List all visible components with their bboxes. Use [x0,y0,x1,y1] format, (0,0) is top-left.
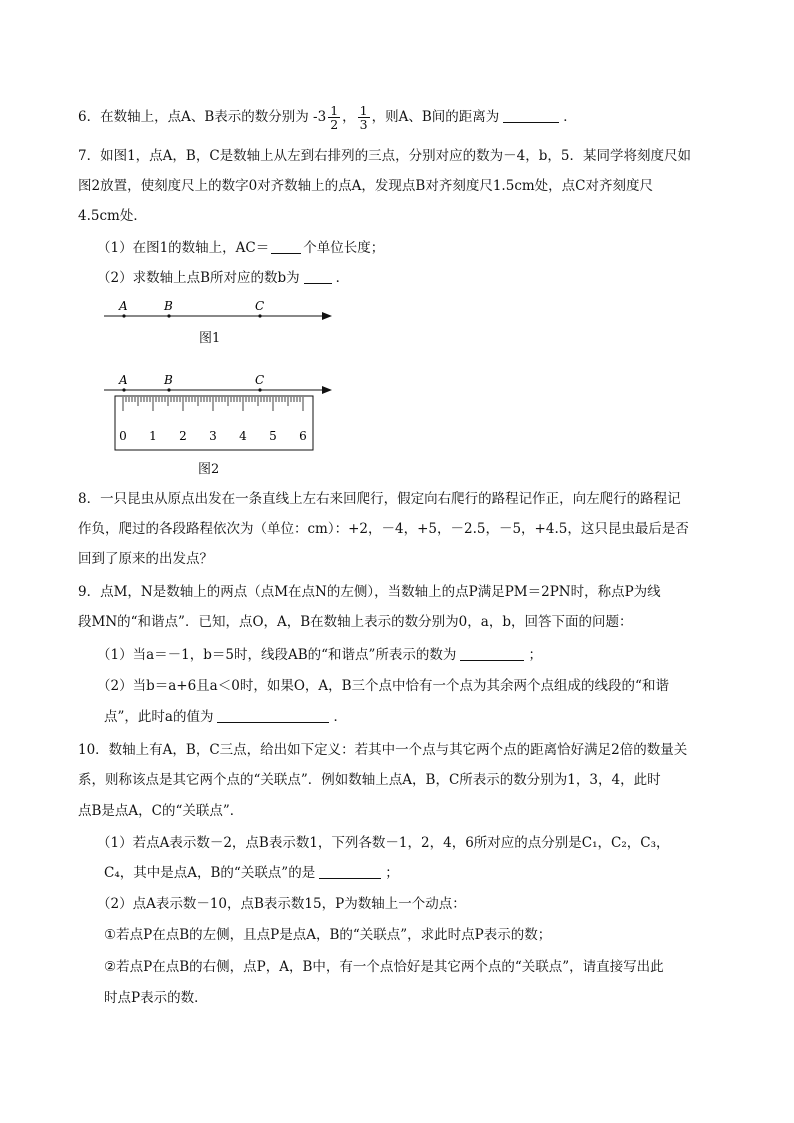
q10-case2-line-2: 时点P表示的数． [104,990,208,1006]
q10-line-3: 点B是点A，C的“关联点”． [78,803,244,819]
q7-sub1-text-end: 个单位长度； [303,240,385,256]
fig1-point-a [122,314,125,317]
fig2-point-a [122,388,125,391]
q7-sub1-text: （1）在图1的数轴上，AC＝ [97,240,270,256]
q10-case2-text: 若点P在点B的右侧，点P，A，B中，有一个点恰好是其它两个点的“关联点”，请直接写出此 [116,959,664,975]
q10-sub2: （2）点A表示数－10，点B表示数15，P为数轴上一个动点： [97,896,466,912]
q10-sub1-line-1: （1）若点A表示数－2，点B表示数1，下列各数－1，2，4，6所对应的点分别是C₁，C₂，C₃， [97,835,670,851]
fig1-arrow [322,312,332,320]
q7-sub2-blank[interactable] [304,269,332,284]
q9-sub1-text: （1）当a＝－1，b＝5时，线段AB的“和谐点”所表示的数为 [97,647,457,663]
q9-sub2-line-1: （2）当b＝a+6且a＜0时，如果O，A，B三个点中恰有一个点为其余两个点组成的线段的“和谐 [97,678,669,694]
ruler-number-2: 2 [179,429,187,443]
q10-sub1-text: C₄，其中是点A，B的“关联点”的是 [104,865,316,881]
ruler-number-6: 6 [299,429,307,443]
q7-sub2 [97,268,349,288]
q6-end: ． [563,109,577,125]
q6-answer-blank[interactable] [503,108,559,123]
q9-sub1-text-end: ； [528,647,542,663]
q10-sub1-line-2 [104,863,399,883]
q7-line-1: 7．如图1，点A，B，C是数轴上从左到右排列的三点，分别对应的数为－4，b，5．某同学将刻度尺如 [78,148,691,164]
q9-sub1 [97,645,542,665]
q9-line-1: 9．点M，N是数轴上的两点（点M在点N的左侧），当数轴上的点P满足PM＝2PN时，称点P为线 [78,584,661,600]
q7-sub1-blank[interactable] [271,239,301,254]
q10-sub1-blank[interactable] [319,864,381,879]
q10-line-2: 系，则称该点是其它两个点的“关联点”．例如数轴上点A，B，C所表示的数分别为1，3，4，此时 [78,772,661,788]
ruler-number-5: 5 [269,429,277,443]
ruler-number-1: 1 [149,429,157,443]
fig2-point-b [167,388,170,391]
ruler-number-3: 3 [209,429,217,443]
q7-sub2-text: （2）求数轴上点B所对应的数b为 [97,270,300,286]
q7-line-3: 4.5cm处． [78,208,147,224]
q10-line-1: 10．数轴上有A，B，C三点，给出如下定义：若其中一个点与其它两个点的距离恰好满足2倍的数量关 [78,742,688,758]
q9-sub2-text-end: ． [333,709,347,725]
q6-text-part2: ，则A、B间的距离为 [371,109,500,125]
fig1-label-b: B [164,299,173,313]
q8-line-3: 回到了原来的出发点？ [78,551,213,567]
fig1-point-b [167,314,170,317]
q9-sub2-text: 点”，此时a的值为 [104,709,214,725]
ruler-ticks [123,397,303,411]
q10-case1-text: 若点P在点B的左侧，且点P是点A，B的“关联点”，求此时点P表示的数； [116,927,552,943]
figure-1-number-line [96,296,336,326]
q9-sub2-line-2 [104,707,347,727]
q7-sub1 [97,238,384,258]
q9-sub2-blank[interactable] [217,708,329,723]
q10-case2-line-1 [104,957,664,977]
q6-fraction-2 [358,104,370,131]
q6-line [78,104,577,131]
q10-case1 [104,925,551,945]
fig1-label-a: A [119,299,128,313]
q6-frac1-numerator: 1 [330,103,339,118]
fig1-label-c: C [255,299,265,313]
q7-sub2-text-end: ． [335,270,350,286]
fig2-arrow [322,386,332,394]
fig2-caption: 图2 [198,462,220,477]
q8-line-2: 作负，爬过的各段路程依次为（单位：cm）：+2，－4，+5，－2.5，－5，+4.5，这只昆虫最后是否 [78,521,689,537]
fig1-caption: 图1 [199,331,221,346]
fig1-point-c [258,314,261,317]
q9-line-2: 段MN的“和谐点”．已知，点O，A，B在数轴上表示的数分别为0，a，b，回答下面的问题： [78,614,633,630]
q6-frac2-numerator: 1 [359,103,368,118]
fig2-point-c [258,388,261,391]
ruler-number-0: 0 [119,429,127,443]
q6-frac1-denominator: 2 [330,117,339,132]
q6-text-part1: 6．在数轴上，点A、B表示的数分别为 -3 [78,109,327,125]
fig2-label-b: B [164,373,173,387]
q8-line-1: 8．一只昆虫从原点出发在一条直线上左右来回爬行，假定向右爬行的路程记作正，向左爬行的路程记 [78,491,681,507]
circled-one-marker: ① [104,927,117,943]
q6-separator: ， [342,109,356,125]
figure-2-number-line-ruler [96,370,336,452]
q10-sub1-text-end: ； [385,865,399,881]
fig2-label-c: C [255,373,265,387]
q9-sub1-blank[interactable] [460,646,524,661]
q6-frac2-denominator: 3 [359,117,368,132]
circled-two-marker: ② [104,959,117,975]
q7-line-2: 图2放置，使刻度尺上的数字0对齐数轴上的点A，发现点B对齐刻度尺1.5cm处，点C对齐刻度尺 [78,178,654,194]
ruler-number-4: 4 [239,429,247,443]
fig2-label-a: A [119,373,128,387]
q6-fraction-1 [328,104,340,131]
